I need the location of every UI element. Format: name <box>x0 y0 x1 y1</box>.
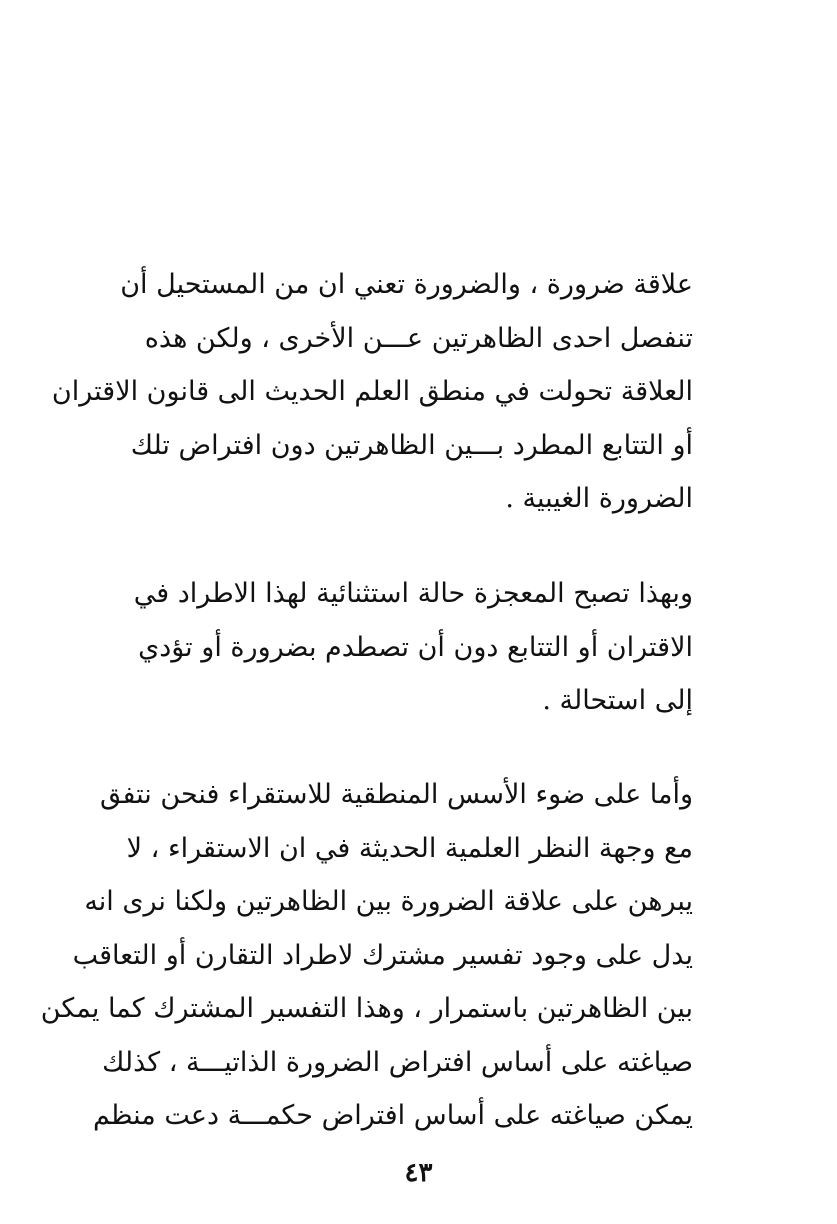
text-line: مع وجهة النظر العلمية الحديثة في ان الاستقراء ، لا <box>126 832 693 864</box>
text-line: يمكن صياغته على أساس افتراض حكمـــة دعت منظم <box>93 1100 693 1131</box>
text-line: الاقتران أو التتابع دون أن تصطدم بضرورة أو تؤدي <box>138 631 693 663</box>
page-number: ٤٣ <box>404 1158 433 1188</box>
text-line: أو التتابع المطرد بـــين الظاهرتين دون افتراض تلك <box>130 429 693 461</box>
text-line: علاقة ضرورة ، والضرورة تعني ان من المستحيل أن <box>120 269 693 300</box>
text-line: وبهذا تصبح المعجزة حالة استثنائية لهذا الاطراد في <box>133 578 693 609</box>
text-line: يدل على وجود تفسير مشترك لاطراد التقارن أو التعاقب <box>72 939 693 971</box>
text-line: صياغته على أساس افتراض الضرورة الذاتيـــة ، كذلك <box>102 1046 693 1078</box>
text-line: تنفصل احدى الظاهرتين عـــن الأخرى ، ولكن هذه <box>144 322 693 354</box>
text-line: إلى استحالة . <box>542 685 693 716</box>
text-line: يبرهن على علاقة الضرورة بين الظاهرتين ولكنا نرى انه <box>84 886 693 917</box>
text-line: بين الظاهرتين باستمرار ، وهذا التفسير المشترك كما يمكن <box>40 993 693 1024</box>
paragraph-3 <box>40 768 693 1143</box>
text-line: الضرورة الغيبية . <box>505 483 693 514</box>
text-line: وأما على ضوء الأسس المنطقية للاستقراء فنحن نتفق <box>99 779 693 810</box>
paragraph-1 <box>51 258 693 526</box>
paragraph-2 <box>133 567 693 728</box>
text-line: العلاقة تحولت في منطق العلم الحديث الى قانون الاقتران <box>51 376 693 407</box>
